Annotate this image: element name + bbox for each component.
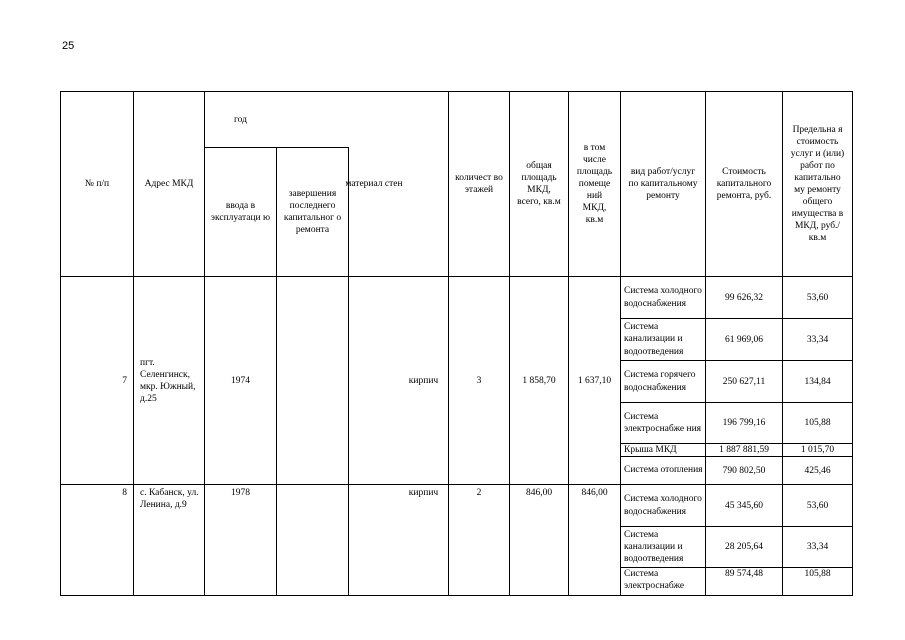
header-year-commissioning: ввода в эксплуатаци ю [210,201,271,223]
work-cost: 790 802,50 [722,465,766,476]
work-limit: 53,60 [806,500,829,511]
row-material: кирпич [408,375,439,386]
work-name: Система холодного водоснабжения [624,494,702,517]
page-number: 25 [62,40,75,52]
header-floors: количест во этажей [455,173,503,195]
header-cost: Стоимость капитального ремонта, руб. [716,167,772,201]
work-limit: 105,88 [804,418,831,428]
work-name: Крыша МКД [624,444,677,455]
work-name: Система канализации и водоотведения [624,529,684,565]
work-name: Система отопления [624,465,703,476]
work-limit: 53,60 [806,292,829,303]
work-limit: 33,34 [806,334,829,345]
header-year-group: год [234,114,247,125]
work-limit: 1 015,70 [800,445,835,455]
work-limit: 33,34 [806,542,829,552]
row-floors: 3 [476,375,482,386]
work-name: Система электроснабже [624,569,685,592]
header-limit-cost: Предельна я стоимость услуг и (или) работ по капитально му ремонту общего имущества в МКД, руб./кв.м [790,125,845,243]
row-premises-area: 1 637,10 [577,375,612,386]
work-cost: 61 969,06 [725,334,763,345]
row-address: с. Кабанск, ул. Ленина, д.9 [140,488,199,510]
header-work-type: вид работ/услуг по капитальному ремонту [628,167,698,201]
work-cost: 28 205,64 [725,542,763,552]
work-cost: 99 626,32 [725,292,763,303]
work-name: Система холодного водоснабжения [624,286,702,309]
row-floors: 2 [476,488,482,498]
header-num: № п/п [84,179,110,189]
col-border [852,91,853,596]
work-name: Система электроснабже ния [624,411,702,434]
row-num: 7 [122,375,127,386]
header-total-area: общая площадь МКД, всего, кв.м [517,161,561,207]
row-premises-area: 846,00 [581,488,608,498]
row-year: 1978 [231,488,250,498]
table-bottom-border [60,595,852,596]
work-cost: 250 627,11 [722,376,766,387]
row-total-area: 846,00 [525,488,553,498]
header-premises-area: в том числе площадь помеще ний МКД, кв.м [576,143,613,225]
row-material: кирпич [408,488,439,498]
work-limit: 134,84 [804,376,831,387]
work-cost: 196 799,16 [722,418,766,428]
work-name: Система канализации и водоотведения [624,322,684,357]
row-address: пгт. Селенгинск, мкр. Южный, д.25 [140,357,196,404]
header-year-last-repair: завершения последнего капитальног о ремонта [283,189,342,235]
header-address: Адрес МКД [144,179,194,189]
row-year: 1974 [231,375,250,386]
row-total-area: 1 858,70 [522,375,556,386]
work-cost: 89 574,48 [725,569,763,579]
work-cost: 45 345,60 [725,500,763,511]
row-num: 8 [122,488,127,498]
work-limit: 425,46 [804,465,831,476]
header-wall-material: материал стен [345,179,403,189]
work-limit: 105,88 [804,569,831,579]
work-cost: 1 887 881,59 [719,445,769,455]
work-name: Система горячего водоснабжения [624,370,696,393]
